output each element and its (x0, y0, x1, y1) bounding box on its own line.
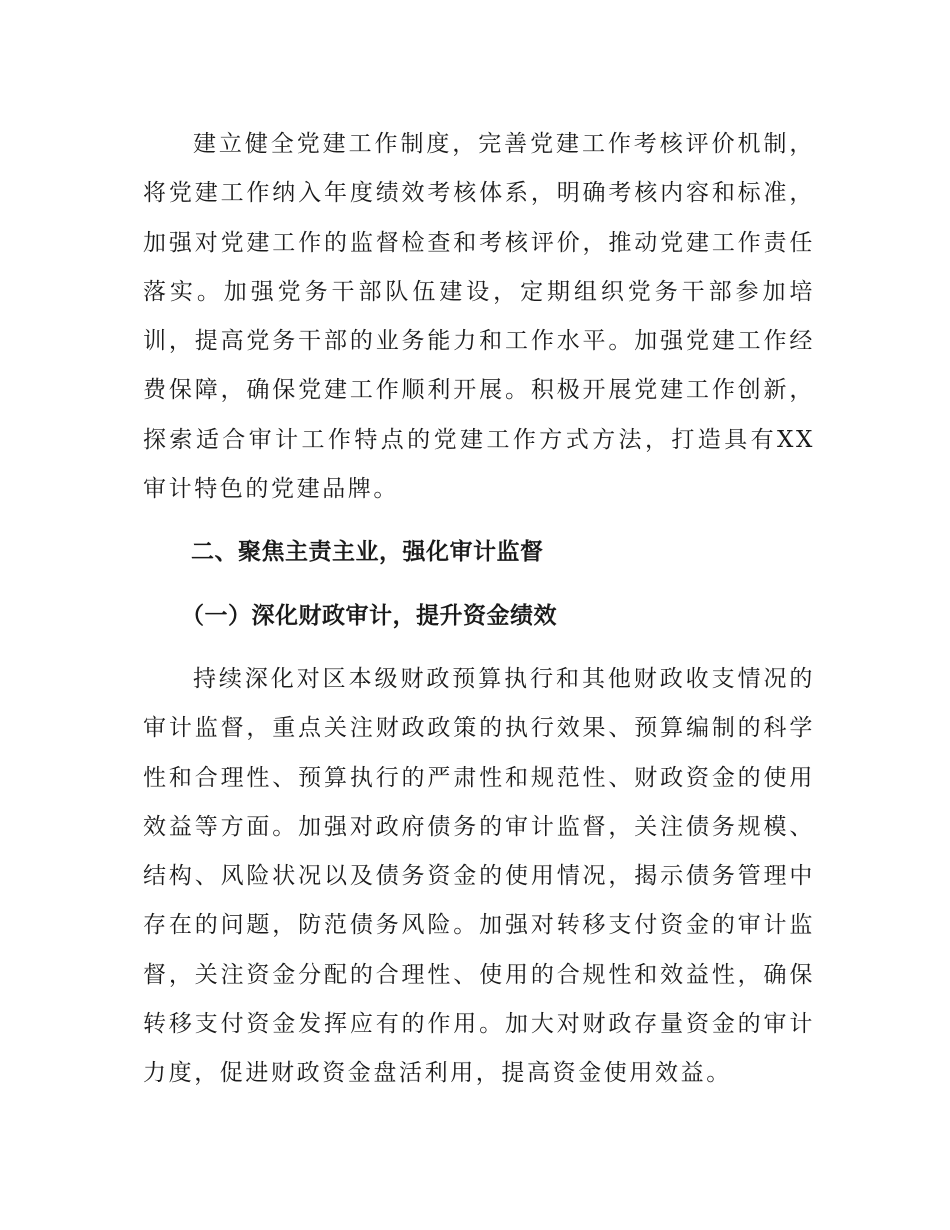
fiscal-audit-paragraph: 持续深化对区本级财政预算执行和其他财政收支情况的审计监督，重点关注财政政策的执行效果、预算编制的科学性和合理性、预算执行的严肃性和规范性、财政资金的使用效益等方面。加强对政府债务的审计监督，关注债务规模、结构、风险状况以及债务资金的使用情况，揭示债务管理中存在的问题，防范债务风险。加强对转移支付资金的审计监督，关注资金分配的合理性、使用的合规性和效益性，确保转移支付资金发挥应有的作用。加大对财政存量资金的审计力度，促进财政资金盘活利用，提高资金使用效益。 (143, 665, 815, 1087)
subsection-heading: （一）深化财政审计，提升资金绩效 (181, 602, 557, 629)
document-body (143, 120, 815, 1099)
party-building-paragraph: 建立健全党建工作制度，完善党建工作考核评价机制，将党建工作纳入年度绩效考核体系，明确考核内容和标准，加强对党建工作的监督检查和考核评价，推动党建工作责任落实。加强党务干部队伍建设，定期组织党务干部参加培训，提高党务干部的业务能力和工作水平。加强党建工作经费保障，确保党建工作顺利开展。积极开展党建工作创新，探索适合审计工作特点的党建工作方式方法，打造具有XX审计特色的党建品牌。 (143, 131, 815, 503)
section-heading: 二、聚焦主责主业，强化审计监督 (191, 539, 544, 566)
